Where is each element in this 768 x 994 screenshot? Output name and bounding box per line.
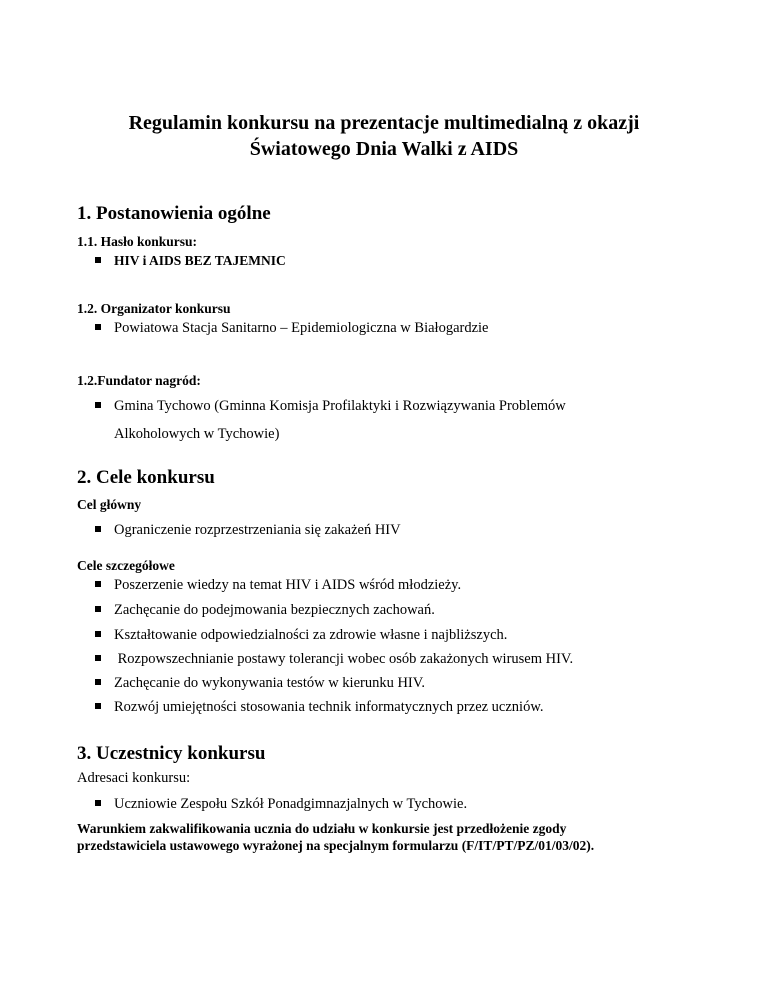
list-item: Rozwój umiejętności stosowania technik informatycznych przez uczniów. xyxy=(114,698,544,716)
detailed-goals-heading: Cele szczegółowe xyxy=(77,558,175,573)
eligibility-note-line-1: Warunkiem zakwalifikowania ucznia do udziału w konkursie jest przedłożenie zgody xyxy=(77,821,567,836)
main-goal-heading: Cel główny xyxy=(77,497,142,512)
list-item: Poszerzenie wiedzy na temat HIV i AIDS wśród młodzieży. xyxy=(114,576,461,594)
bullet-icon xyxy=(95,526,101,532)
bullet-icon xyxy=(95,703,101,709)
title-line-2: Światowego Dnia Walki z AIDS xyxy=(249,138,519,160)
subsection-1-1-heading: 1.1. Hasło konkursu: xyxy=(77,234,198,249)
subsection-1-3-heading: 1.2.Fundator nagród: xyxy=(77,373,201,388)
bullet-icon xyxy=(95,800,101,806)
bullet-icon xyxy=(95,581,101,587)
eligibility-note-line-2: przedstawiciela ustawowego wyrażonej na specjalnym formularzu (F/IT/PT/PZ/01/03/02). xyxy=(77,838,595,853)
bullet-icon xyxy=(95,402,101,408)
addressees-label: Adresaci konkursu: xyxy=(77,770,191,786)
section-1-heading: 1. Postanowienia ogólne xyxy=(77,203,271,224)
subsection-1-2-heading: 1.2. Organizator konkursu xyxy=(77,301,231,316)
list-item: Zachęcanie do podejmowania bezpiecznych zachowań. xyxy=(114,601,435,619)
list-item: Uczniowie Zespołu Szkół Ponadgimnazjalnych w Tychowie. xyxy=(114,795,467,813)
list-item: Powiatowa Stacja Sanitarno – Epidemiologiczna w Białogardzie xyxy=(114,319,488,337)
bullet-icon xyxy=(95,655,101,661)
section-3-heading: 3. Uczestnicy konkursu xyxy=(77,743,266,764)
eligibility-note xyxy=(77,820,594,854)
list-item: Rozpowszechnianie postawy tolerancji wobec osób zakażonych wirusem HIV. xyxy=(114,650,573,668)
bullet-icon xyxy=(95,679,101,685)
list-item: Gmina Tychowo (Gminna Komisja Profilaktyki i Rozwiązywania Problemów Alkoholowych w Tychowie) xyxy=(114,397,566,443)
section-2-heading: 2. Cele konkursu xyxy=(77,467,215,488)
title-line-1: Regulamin konkursu na prezentacje multimedialną z okazji xyxy=(128,112,640,134)
list-item: HIV i AIDS BEZ TAJEMNIC xyxy=(114,252,286,270)
list-item: Ograniczenie rozprzestrzeniania się zakażeń HIV xyxy=(114,521,401,539)
bullet-icon xyxy=(95,257,101,263)
bullet-icon xyxy=(95,631,101,637)
bullet-icon xyxy=(95,606,101,612)
list-item: Kształtowanie odpowiedzialności za zdrowie własne i najbliższych. xyxy=(114,626,507,644)
list-item: Zachęcanie do wykonywania testów w kierunku HIV. xyxy=(114,674,425,692)
bullet-icon xyxy=(95,324,101,330)
document-title xyxy=(60,110,708,162)
